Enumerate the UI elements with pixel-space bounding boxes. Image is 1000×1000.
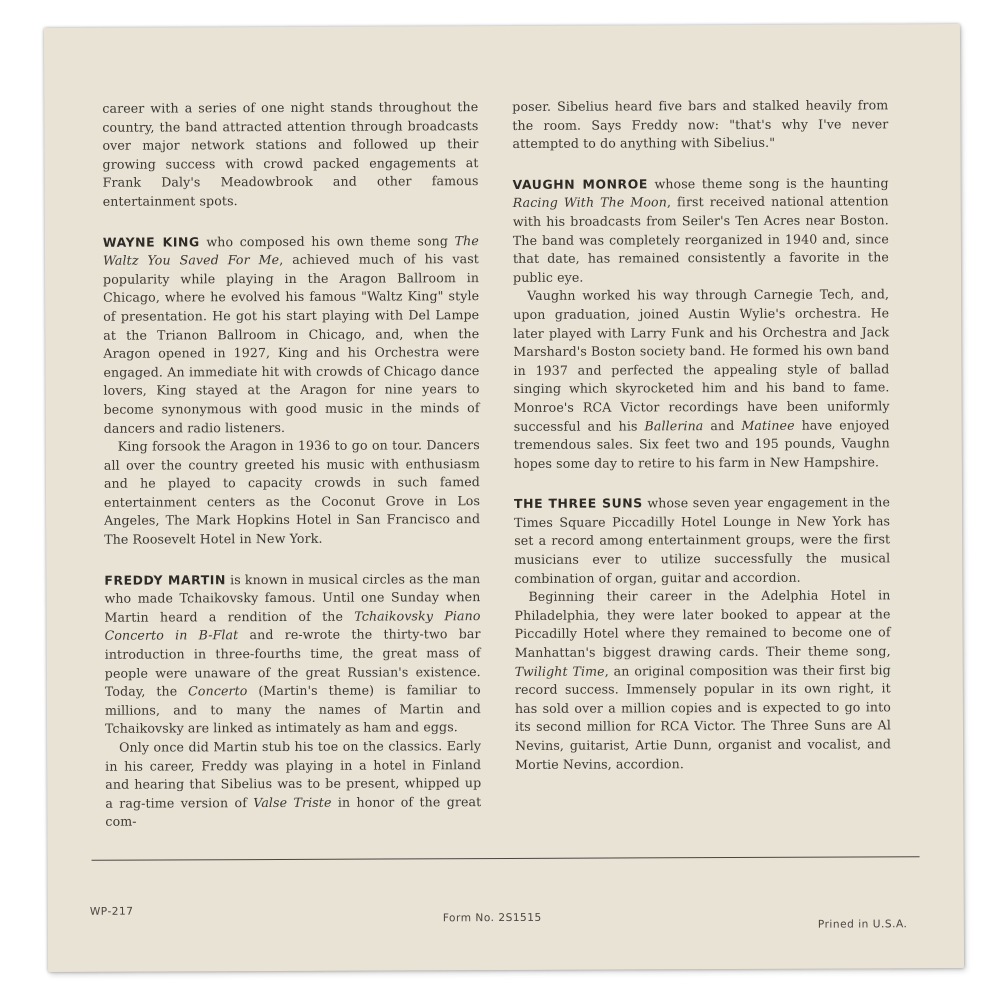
wayne-king-heading: WAYNE KING [102, 233, 200, 250]
catalog-code: WP-217 [89, 905, 134, 918]
vaughn-monroe-paragraph-2 [513, 286, 890, 474]
three-suns-section [514, 494, 891, 775]
wayne-king-text-b: , achieved much of his vast popularity while playing in the Aragon Ballroom in Chicago, where he evolved his famous "Waltz King" style of presentation. He got his start playing with Del Lampe at the Trianon Ballroom in Chicago, and, when the Aragon opened in 1927, King and his Orchestra were engaged. An immediate hit with crowds of Chicago dance lovers, King stayed at the Aragon for nine years to become synonymous with good music in the minds of dancers and radio listeners. [103, 251, 480, 436]
wayne-king-song-title: The Waltz You Saved For Me [102, 232, 479, 268]
concerto-short-title: Concerto [188, 683, 248, 699]
racing-with-the-moon-title: Racing With The Moon [512, 194, 667, 211]
form-number: Form No. 2S1515 [442, 911, 542, 925]
left-column [102, 98, 481, 832]
wayne-king-paragraph-2: King forsook the Aragon in 1936 to go on tour. Dancers all over the country greeted his music with enthusiasm and he played to capacity crowds in such famed entertainment centers as the Coconut Grove in Los Angeles, The Mark Hopkins Hotel in San Francisco and The Roosevelt Hotel in New York. [103, 437, 481, 547]
continuation-section [512, 96, 888, 153]
freddy-martin-text-d: Only once did Martin stub his toe on the classics. Early in his career, Freddy was playing in a hotel in Finland and hearing that Sibelius was to be present, whipped up a rag-time version of [105, 738, 482, 811]
three-suns-text-a: whose seven year engagement in the Times Square Piccadilly Hotel Lounge in New York has set a record among entertainment groups, were the first musicians ever to utilize successfully the musical combination of organ, guitar and accordion. [514, 494, 891, 586]
vaughn-monroe-paragraph-1 [513, 174, 889, 287]
vaughn-monroe-text-d: have enjoyed tremendous sales. Six feet two and 195 pounds, Vaughn hopes some day to retire to his farm in New Hampshire. [513, 416, 890, 471]
freddy-martin-section [104, 570, 481, 832]
wayne-king-text-a: who composed his own theme song [206, 232, 449, 249]
three-suns-paragraph-1 [514, 494, 890, 589]
vaughn-monroe-text-a: whose theme song is the haunting [654, 175, 889, 192]
three-suns-text-c: , an original composition was their first big record success. Immensely popular in its own right, it has sold over a million copies and is expected to go into its second million for RCA Victor. The Three Suns are Al Nevins, guitarist, Artie Dunn, organist and vocalist, and Mortie Nevins, accordion. [514, 661, 892, 772]
freddy-martin-heading: FREDDY MARTIN [104, 571, 226, 588]
freddy-martin-paragraph-1 [104, 570, 481, 739]
three-suns-paragraph-2 [514, 587, 891, 775]
vaughn-monroe-text-and: and [710, 417, 735, 433]
wayne-king-paragraph-1 [103, 232, 480, 438]
vaughn-monroe-section [513, 174, 890, 473]
record-sleeve-sheet [44, 24, 964, 972]
valse-triste-title: Valse Triste [253, 794, 332, 810]
ballerina-title: Ballerina [644, 417, 704, 433]
continuation-paragraph: poser. Sibelius heard five bars and stalked heavily from the room. Says Freddy now: "that's why I've never attempted to do anything with Sibelius." [512, 97, 889, 152]
vaughn-monroe-text-b: , first received national attention with his broadcasts from Seiler's Ten Acres near Boston. The band was completely reorganized in 1940 and, since that date, has remained consistently a favorite in the public eye. [512, 193, 889, 285]
intro-paragraph: career with a series of one night stands throughout the country, the band attracted attention through broadcasts over major network stations and followed up their growing success with crowd packed engagements at Frank Daly's Meadowbrook and other famous entertainment spots. [102, 99, 479, 209]
matinee-title: Matinee [741, 417, 795, 433]
right-column [512, 96, 891, 774]
wayne-king-section [103, 232, 480, 550]
freddy-martin-text-c: (Martin's theme) is familiar to millions, and to many the names of Martin and Tchaikovsky are linked as intimately as ham and eggs. [104, 682, 481, 737]
freddy-martin-text-b: and re-wrote the thirty-two bar introduction in three-fourths time, the great mass of people were unaware of the great Russian's existence. Today, the [104, 626, 481, 699]
three-suns-text-b: Beginning their career in the Adelphia Hotel in Philadelphia, they were later booked to appear at the Piccadilly Hotel where they remained to become one of Manhattan's biggest drawing cards. Their theme song, [514, 587, 891, 660]
intro-section [102, 98, 478, 211]
three-suns-heading: THE THREE SUNS [513, 495, 643, 512]
printed-in-label: Prined in U.S.A. [817, 918, 908, 931]
footer-rule [92, 856, 920, 861]
twilight-time-title: Twilight Time [514, 663, 605, 679]
freddy-martin-text-e: in honor of the great com- [105, 793, 482, 830]
freddy-martin-text-a: is known in musical circles as the man who made Tchaikovsky famous. Until one Sunday when Martin heard a rendition of the [104, 570, 481, 625]
vaughn-monroe-heading: VAUGHN MONROE [512, 176, 648, 192]
vaughn-monroe-text-c: Vaughn worked his way through Carnegie Tech, and, upon graduation, joined Austin Wylie's orchestra. He later played with Larry Funk and his Orchestra and Jack Marshard's Boston society band. He formed his own band in 1937 and perfected the appealing style of ballad singing which skyrocketed him and his band to fame. Monroe's RCA Victor recordings have been uniformly successful and his [513, 286, 890, 434]
freddy-martin-paragraph-2 [105, 737, 481, 832]
concerto-title: Tchaikovsky Piano Concerto in B-Flat [104, 607, 481, 644]
